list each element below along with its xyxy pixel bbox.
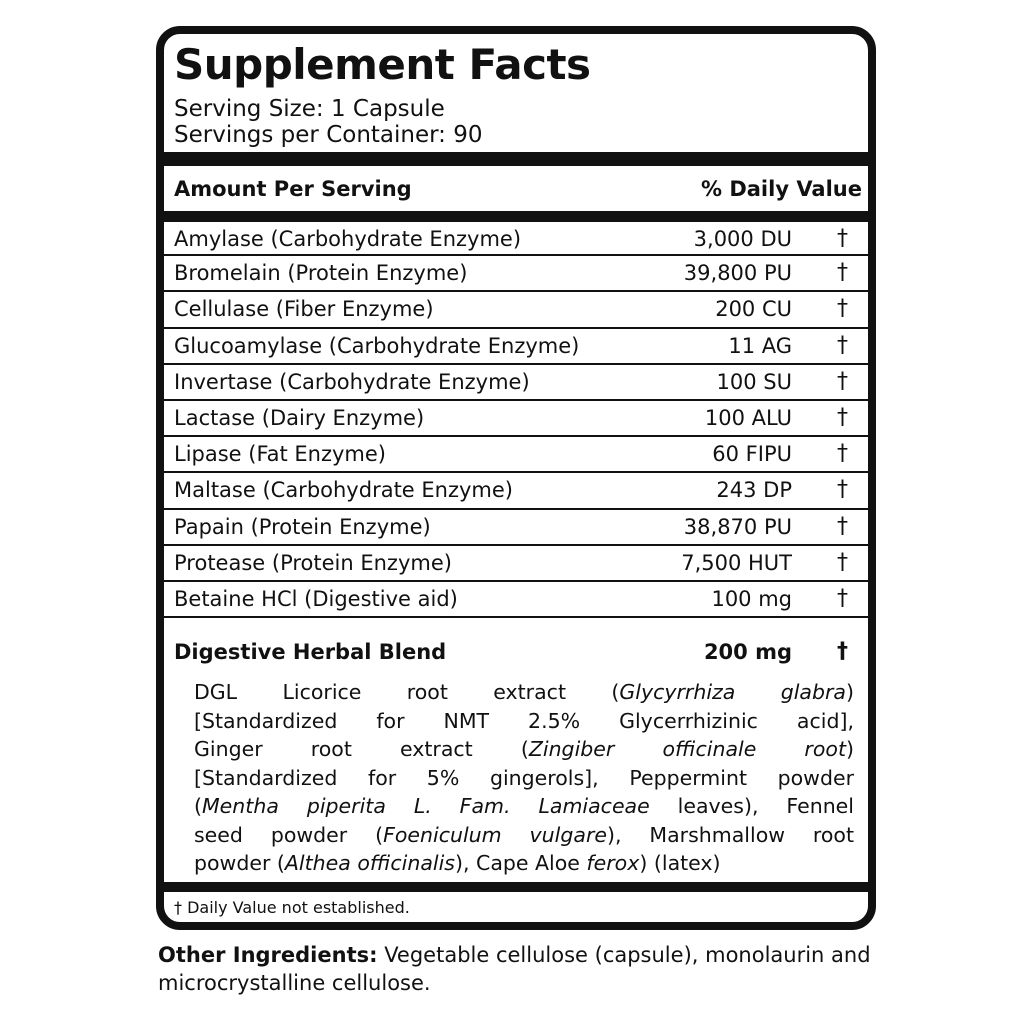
ingredient-daily-value: †	[837, 477, 848, 503]
ingredient-daily-value: †	[837, 549, 848, 575]
ingredient-amount: 100 SU	[716, 369, 792, 394]
footnote: † Daily Value not established.	[174, 898, 410, 917]
ingredient-daily-value: †	[837, 260, 848, 286]
ingredient-name: Lipase (Fat Enzyme)	[174, 442, 386, 467]
blend-description-line	[194, 707, 854, 736]
ingredient-amount: 100 mg	[711, 586, 792, 611]
description-text: Ginger root extract (	[194, 737, 529, 761]
ingredient-amount: 38,870 PU	[683, 514, 792, 539]
blend-description-line	[194, 678, 854, 707]
ingredient-name: Amylase (Carbohydrate Enzyme)	[174, 227, 522, 251]
description-text: powder (	[194, 851, 285, 875]
ingredient-amount: 243 DP	[716, 478, 792, 503]
ingredient-daily-value: †	[837, 332, 848, 358]
ingredient-row	[164, 365, 868, 401]
description-text: [Standardized for 5% gingerols], Peppermint powder	[194, 765, 854, 790]
blend-amount: 200 mg	[703, 640, 792, 664]
ingredient-daily-value: †	[837, 513, 848, 539]
ingredient-amount: 7,500 HUT	[681, 550, 792, 575]
description-text: )	[846, 737, 854, 761]
ingredient-row	[164, 546, 868, 582]
other-ingredients-text: Vegetable cellulose (capsule), monolaurin and microcrystalline cellulose.	[158, 943, 871, 995]
other-ingredients-label: Other Ingredients:	[158, 943, 378, 967]
ingredient-daily-value: †	[837, 296, 848, 322]
serving-size: Serving Size: 1 Capsule	[174, 96, 445, 122]
description-text: seed powder (	[194, 822, 384, 847]
ingredient-amount: 200 CU	[715, 297, 792, 322]
ingredient-name: Protease (Protein Enzyme)	[174, 550, 452, 575]
ingredient-name: Betaine HCl (Digestive aid)	[174, 586, 458, 611]
ingredient-daily-value: †	[837, 404, 848, 430]
ingredient-amount: 3,000 DU	[693, 227, 792, 251]
supplement-facts-panel	[156, 26, 876, 930]
blend-name: Digestive Herbal Blend	[174, 640, 447, 664]
description-text: ) (latex)	[639, 851, 721, 875]
ingredient-name: Lactase (Dairy Enzyme)	[174, 405, 425, 430]
ingredient-name: Papain (Protein Enzyme)	[174, 514, 431, 539]
ingredient-name: Glucoamylase (Carbohydrate Enzyme)	[174, 333, 580, 358]
description-text: DGL Licorice root extract (	[194, 680, 620, 704]
ingredient-name: Maltase (Carbohydrate Enzyme)	[174, 478, 513, 503]
blend-description-line	[194, 849, 854, 878]
ingredient-name: Cellulase (Fiber Enzyme)	[174, 297, 434, 322]
ingredient-rows	[164, 220, 868, 618]
ingredient-amount: 11 AG	[728, 333, 792, 358]
ingredient-daily-value: †	[837, 368, 848, 394]
ingredient-row	[164, 437, 868, 473]
panel-title: Supplement Facts	[174, 40, 591, 89]
botanical-name: Mentha piperita L. Fam. Lamiaceae	[202, 794, 650, 818]
blend-description	[194, 678, 854, 878]
divider-bar	[164, 152, 868, 166]
ingredient-row	[164, 329, 868, 365]
blend-row	[164, 632, 868, 672]
daily-value-header: % Daily Value	[700, 177, 862, 201]
ingredient-amount: 39,800 PU	[683, 261, 792, 286]
botanical-name: Glycyrrhiza glabra	[619, 680, 846, 704]
ingredient-daily-value: †	[837, 226, 848, 251]
botanical-name: Althea officinalis	[284, 851, 455, 875]
description-text: ), Cape Aloe	[454, 851, 587, 875]
blend-description-line	[194, 735, 854, 764]
blend-description-line	[194, 792, 854, 821]
amount-per-serving-header: Amount Per Serving	[174, 177, 412, 201]
description-text: (	[194, 794, 202, 818]
blend-description-line	[194, 764, 854, 793]
ingredient-name: Invertase (Carbohydrate Enzyme)	[174, 369, 530, 394]
divider-bar	[164, 882, 868, 892]
ingredient-daily-value: †	[837, 585, 848, 611]
description-text: [Standardized for NMT 2.5% Glycerrhizinic acid],	[194, 708, 854, 733]
ingredient-row	[164, 473, 868, 509]
botanical-name: Zingiber officinale root	[528, 737, 846, 761]
blend-description-line	[194, 821, 854, 850]
ingredient-row	[164, 401, 868, 437]
ingredient-row	[164, 582, 868, 618]
ingredient-row	[164, 510, 868, 546]
description-text: ), Marshmallow root	[607, 822, 854, 847]
ingredient-name: Bromelain (Protein Enzyme)	[174, 261, 468, 286]
botanical-name: Foeniculum vulgare	[383, 822, 607, 847]
botanical-name: ferox	[586, 851, 640, 875]
ingredient-daily-value: †	[837, 441, 848, 467]
column-header-row	[164, 167, 868, 211]
divider-bar	[164, 211, 868, 220]
ingredient-row	[164, 292, 868, 328]
ingredient-row	[164, 256, 868, 292]
ingredient-amount: 60 FIPU	[712, 442, 792, 467]
other-ingredients	[158, 941, 888, 997]
ingredient-amount: 100 ALU	[704, 405, 792, 430]
description-text: leaves), Fennel	[649, 794, 854, 818]
description-text: )	[846, 680, 854, 704]
blend-daily-value: †	[837, 639, 848, 664]
ingredient-row	[164, 220, 868, 256]
servings-per-container: Servings per Container: 90	[174, 122, 483, 148]
